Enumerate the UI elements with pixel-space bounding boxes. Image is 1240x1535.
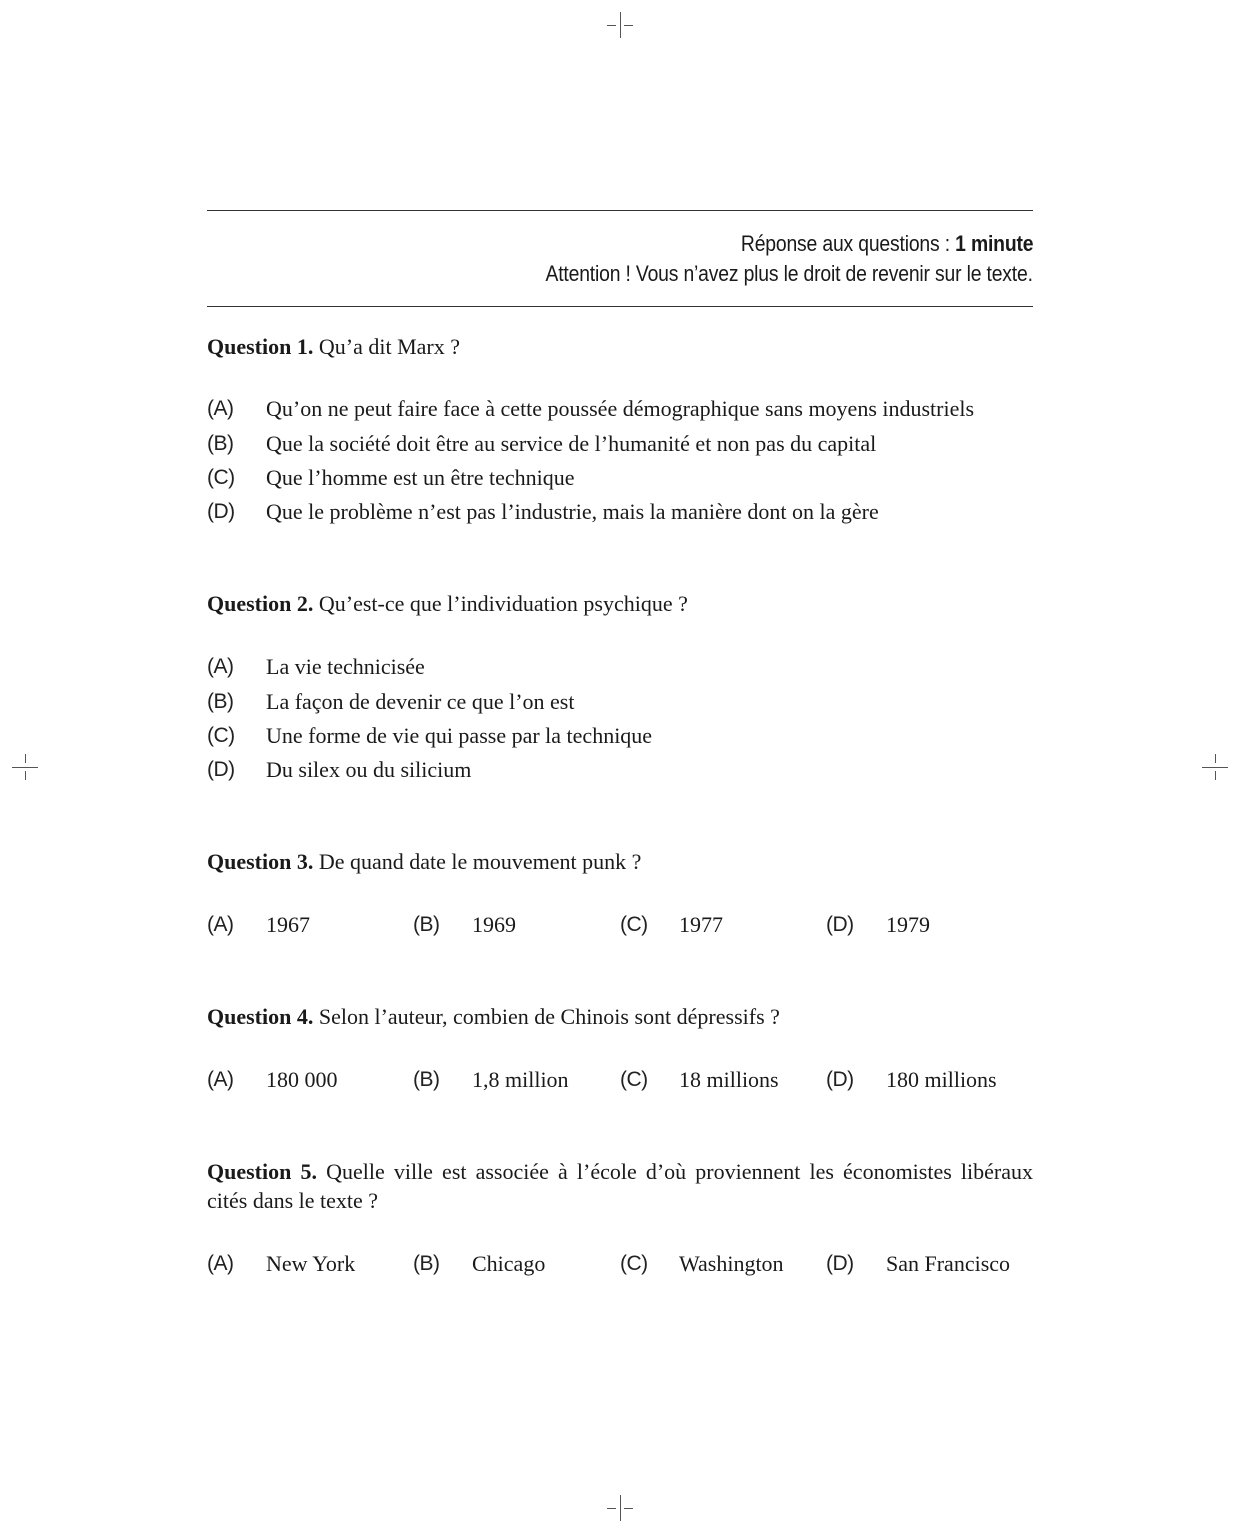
q2-option-b-text[interactable]: La façon de devenir ce que l’on est bbox=[266, 689, 575, 714]
crop-mark-bottom bbox=[607, 1495, 633, 1521]
q2-option-b-letter[interactable]: (B) bbox=[207, 690, 234, 713]
q3-option-d-text[interactable]: 1979 bbox=[886, 912, 930, 937]
q5-option-b-letter[interactable]: (B) bbox=[413, 1252, 440, 1275]
question-5-title bbox=[207, 1157, 1033, 1215]
question-4-label: Question 4. bbox=[207, 1004, 314, 1029]
q4-option-b-letter[interactable]: (B) bbox=[413, 1068, 440, 1091]
q5-option-a-text[interactable]: New York bbox=[266, 1251, 356, 1276]
q5-option-b-text[interactable]: Chicago bbox=[472, 1251, 546, 1276]
q1-option-d-text[interactable]: Que le problème n’est pas l’industrie, mais la manière dont on la gère bbox=[266, 499, 879, 524]
q5-option-d-letter[interactable]: (D) bbox=[826, 1252, 854, 1275]
response-time-value: 1 minute bbox=[954, 231, 1033, 256]
q2-option-c-text[interactable]: Une forme de vie qui passe par la technique bbox=[266, 723, 653, 748]
q3-option-a-letter[interactable]: (A) bbox=[207, 913, 234, 936]
q2-option-c-letter[interactable]: (C) bbox=[207, 724, 235, 747]
question-2-title bbox=[207, 589, 688, 618]
q4-option-d-text[interactable]: 180 millions bbox=[886, 1067, 997, 1092]
q5-option-c-letter[interactable]: (C) bbox=[620, 1252, 648, 1275]
warning-line: Attention ! Vous n’avez plus le droit de revenir sur le texte. bbox=[545, 261, 1033, 286]
q5-option-d-text[interactable]: San Francisco bbox=[886, 1251, 1011, 1276]
question-1-text: Qu’a dit Marx ? bbox=[313, 334, 460, 359]
q1-option-a-text[interactable]: Qu’on ne peut faire face à cette poussée démographique sans moyens industriels bbox=[266, 396, 975, 421]
question-1-label: Question 1. bbox=[207, 334, 314, 359]
q4-option-a-text[interactable]: 180 000 bbox=[266, 1067, 338, 1092]
q4-option-c-letter[interactable]: (C) bbox=[620, 1068, 648, 1091]
q1-option-b-letter[interactable]: (B) bbox=[207, 432, 234, 455]
q3-option-b-letter[interactable]: (B) bbox=[413, 913, 440, 936]
crop-mark-left bbox=[12, 754, 38, 780]
q2-option-d-letter[interactable]: (D) bbox=[207, 758, 235, 781]
q1-option-c-text[interactable]: Que l’homme est un être technique bbox=[266, 465, 575, 490]
question-2-label: Question 2. bbox=[207, 591, 314, 616]
q3-option-c-text[interactable]: 1977 bbox=[679, 912, 723, 937]
header-bottom-rule bbox=[207, 306, 1033, 307]
question-5-label: Question 5. bbox=[207, 1159, 317, 1184]
crop-mark-top bbox=[607, 12, 633, 38]
response-time-line bbox=[741, 229, 1033, 259]
q4-option-d-letter[interactable]: (D) bbox=[826, 1068, 854, 1091]
header-top-rule bbox=[207, 210, 1033, 211]
question-1-title bbox=[207, 332, 460, 361]
q1-option-b-text[interactable]: Que la société doit être au service de l’humanité et non pas du capital bbox=[266, 431, 877, 456]
q3-option-a-text[interactable]: 1967 bbox=[266, 912, 310, 937]
q1-option-d-letter[interactable]: (D) bbox=[207, 500, 235, 523]
q4-option-a-letter[interactable]: (A) bbox=[207, 1068, 234, 1091]
question-3-title bbox=[207, 847, 641, 876]
q2-option-d-text[interactable]: Du silex ou du silicium bbox=[266, 757, 472, 782]
q1-option-a-letter[interactable]: (A) bbox=[207, 397, 234, 420]
response-time-prefix: Réponse aux questions : bbox=[740, 231, 955, 256]
question-2-text: Qu’est-ce que l’individuation psychique ? bbox=[313, 591, 688, 616]
q2-option-a-letter[interactable]: (A) bbox=[207, 655, 234, 678]
q4-option-c-text[interactable]: 18 millions bbox=[679, 1067, 779, 1092]
q3-option-d-letter[interactable]: (D) bbox=[826, 913, 854, 936]
q1-option-c-letter[interactable]: (C) bbox=[207, 466, 235, 489]
q5-option-c-text[interactable]: Washington bbox=[679, 1251, 784, 1276]
q2-option-a-text[interactable]: La vie technicisée bbox=[266, 654, 425, 679]
question-4-title bbox=[207, 1002, 780, 1031]
crop-mark-right bbox=[1202, 754, 1228, 780]
question-5-text: Quelle ville est associée à l’école d’où proviennent les économistes libéraux cités dans le texte ? bbox=[207, 1159, 1033, 1213]
question-3-label: Question 3. bbox=[207, 849, 314, 874]
question-3-text: De quand date le mouvement punk ? bbox=[313, 849, 642, 874]
question-4-text: Selon l’auteur, combien de Chinois sont dépressifs ? bbox=[313, 1004, 780, 1029]
q5-option-a-letter[interactable]: (A) bbox=[207, 1252, 234, 1275]
q4-option-b-text[interactable]: 1,8 million bbox=[472, 1067, 569, 1092]
q3-option-b-text[interactable]: 1969 bbox=[472, 912, 516, 937]
q3-option-c-letter[interactable]: (C) bbox=[620, 913, 648, 936]
